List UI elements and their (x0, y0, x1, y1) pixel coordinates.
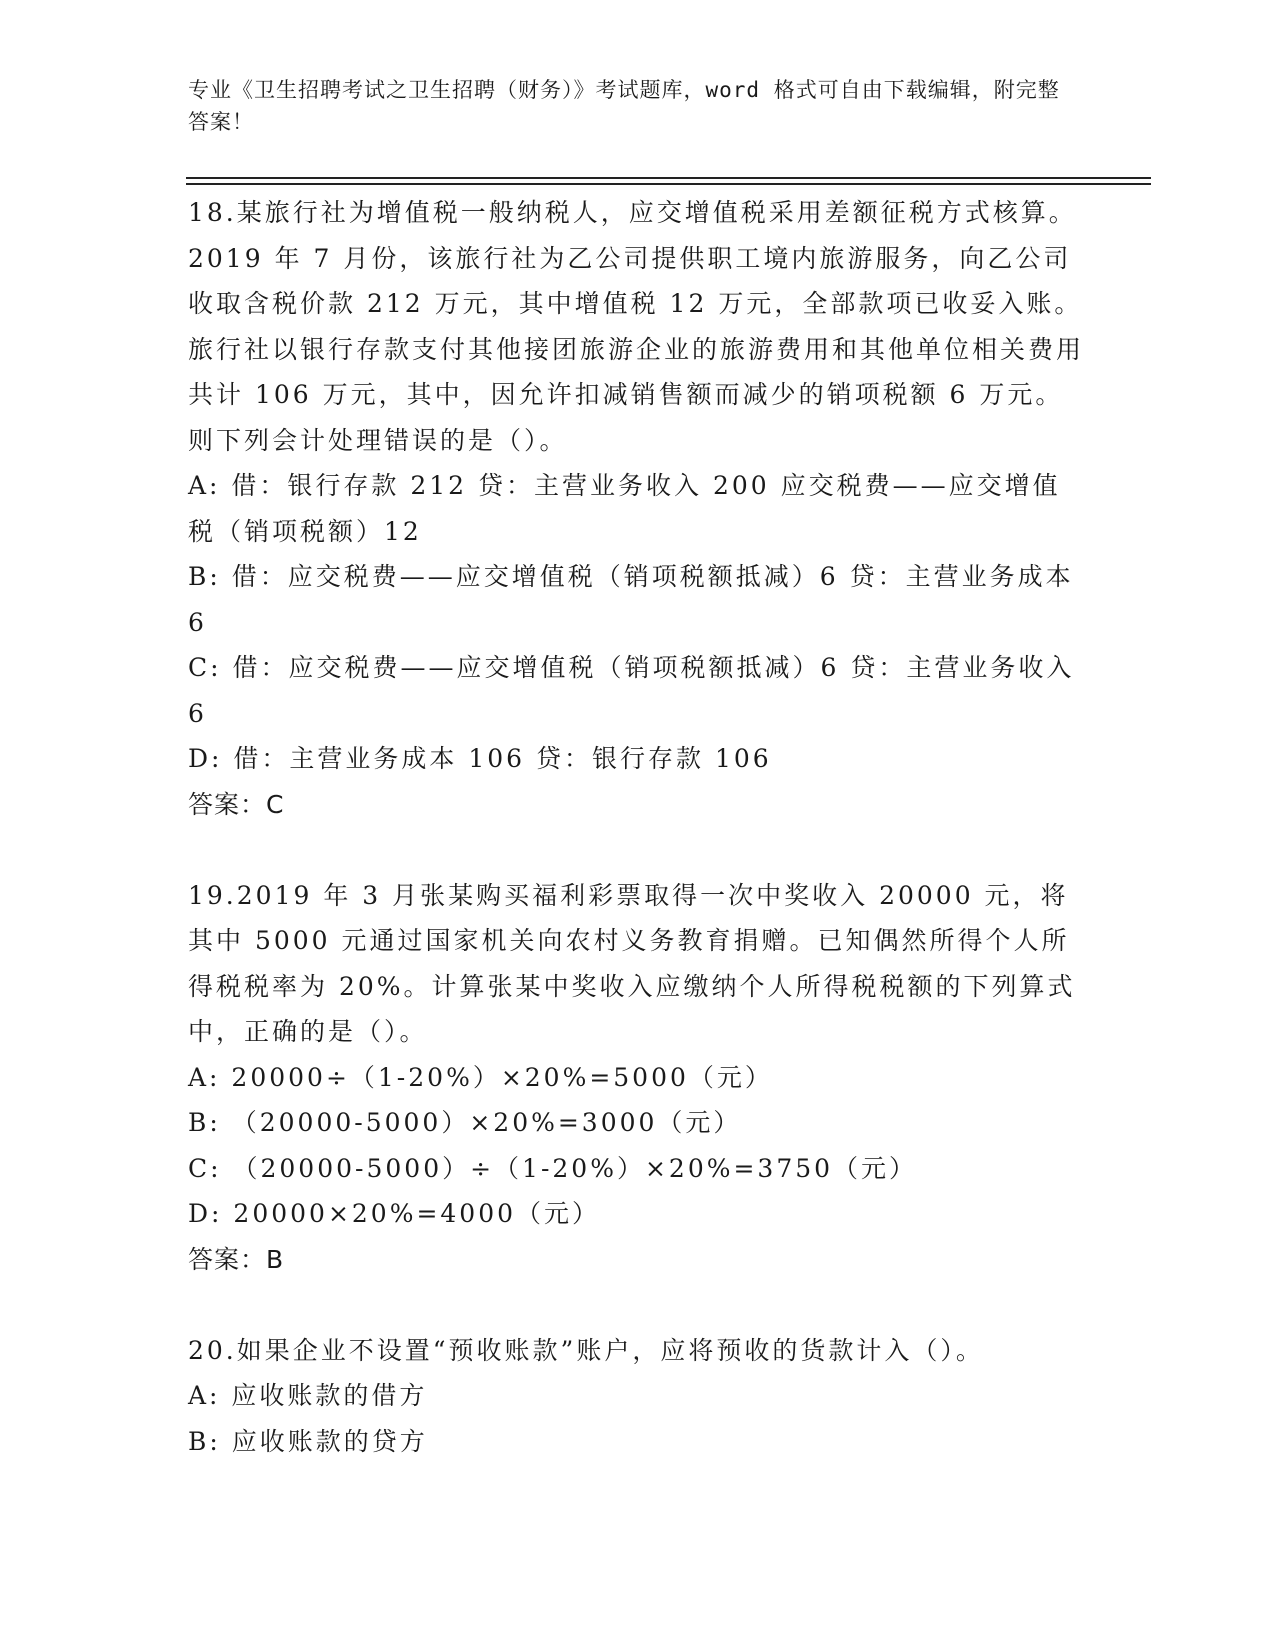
option-a: A: 20000÷（1-20%）×20%=5000（元） (188, 1062, 773, 1092)
option-c: C: 借：应交税费——应交增值税（销项税额抵减）6 贷：主营业务收入 6 (188, 653, 1075, 728)
spacer (188, 1282, 1088, 1328)
document-header (188, 74, 1068, 138)
option-d: D: 借：主营业务成本 106 贷：银行存款 106 (188, 744, 772, 773)
question-stem: 18.某旅行社为增值税一般纳税人，应交增值税采用差额征税方式核算。2019 年 7 月份，该旅行社为乙公司提供职工境内旅游服务，向乙公司收取含税价款 212 万元，其中增值税 12 万元，全部款项已收妥入账。旅行社以银行存款支付其他接团旅游企业的旅游费用和其他单位相关费用共计 106 万元，其中，因允许扣减销售额而减少的销项税额 6 万元。则下列会计处理错误的是（）。 (188, 198, 1085, 455)
header-divider-bottom (186, 183, 1151, 185)
question-18 (188, 190, 1088, 827)
option-b: B: 借：应交税费——应交增值税（销项税额抵减）6 贷：主营业务成本 6 (188, 562, 1074, 637)
option-b: B: 应收账款的贷方 (188, 1426, 428, 1456)
question-19 (188, 873, 1088, 1283)
answer-label: 答案：B (188, 1244, 285, 1274)
question-stem: 19.2019 年 3 月张某购买福利彩票取得一次中奖收入 20000 元，将其中 5000 元通过国家机关向农村义务教育捐赠。已知偶然所得个人所得税税率为 20%。计算张某中奖收入应缴纳个人所得税税额的下列算式中，正确的是（）。 (188, 880, 1076, 1046)
header-divider-top (186, 177, 1151, 179)
question-stem: 20.如果企业不设置“预收账款”账户，应将预收的货款计入（）。 (188, 1335, 984, 1365)
spacer (188, 827, 1088, 873)
option-c: C: （20000-5000）÷（1-20%）×20%=3750（元） (188, 1153, 918, 1183)
option-b: B: （20000-5000）×20%=3000（元） (188, 1108, 742, 1137)
question-20 (188, 1328, 1088, 1465)
option-d: D: 20000×20%=4000（元） (188, 1199, 601, 1228)
option-a: A: 应收账款的借方 (188, 1381, 428, 1410)
header-title: 专业《卫生招聘考试之卫生招聘（财务）》考试题库，word 格式可自由下载编辑，附完整答案！ (188, 78, 1060, 134)
answer-label: 答案：C (188, 789, 285, 819)
option-a: A: 借：银行存款 212 贷：主营业务收入 200 应交税费——应交增值税（销项税额）12 (188, 471, 1061, 546)
question-list (188, 190, 1088, 1464)
